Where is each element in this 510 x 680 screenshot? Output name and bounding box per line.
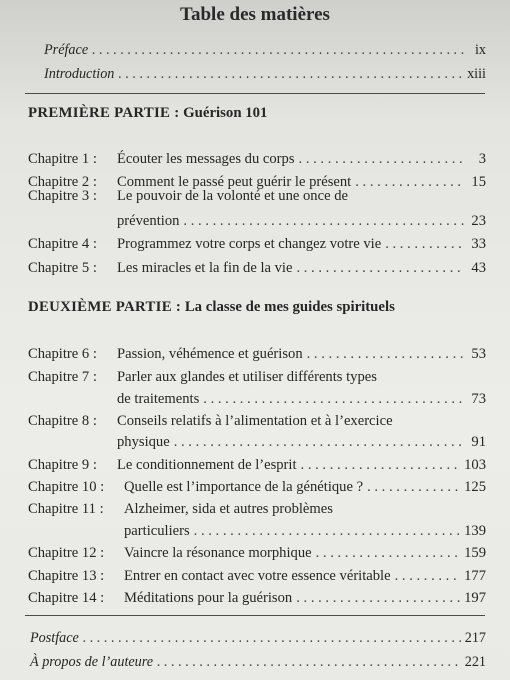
chapter-number: Chapitre 14 : <box>28 590 105 606</box>
part-name: DEUXIÈME PARTIE : <box>28 299 182 315</box>
toc-entry-chapter-12 <box>28 543 486 563</box>
leader-dots <box>183 211 464 231</box>
chapter-number: Chapitre 2 : <box>28 174 97 190</box>
toc-entry-chapter-7-cont <box>117 389 486 409</box>
part-title: La classe de mes guides spirituels <box>184 299 395 315</box>
page-title: Table des matières <box>180 4 330 25</box>
page-number: 33 <box>471 236 486 252</box>
toc-entry-introduction <box>44 64 486 84</box>
chapter-title: Comment le passé peut guérir le présent <box>117 174 352 190</box>
part-name: PREMIÈRE PARTIE : <box>28 105 180 121</box>
toc-entry-chapter-13 <box>28 566 486 586</box>
chapter-number: Chapitre 10 : <box>28 479 105 495</box>
toc-entry-chapter-11 <box>28 499 486 519</box>
page-number: 53 <box>471 346 486 362</box>
leader-dots <box>296 588 460 608</box>
chapter-number: Chapitre 9 : <box>28 457 97 473</box>
chapter-number: Chapitre 7 : <box>28 369 97 385</box>
chapter-number: Chapitre 5 : <box>28 260 97 276</box>
leader-dots <box>118 64 463 84</box>
page-number: xiii <box>467 66 486 82</box>
chapter-title: Écouter les messages du corps <box>117 151 295 167</box>
chapter-number: Chapitre 1 : <box>28 151 97 167</box>
page-number: 23 <box>471 213 486 229</box>
leader-dots <box>92 40 464 60</box>
leader-dots <box>157 652 461 672</box>
toc-entry-postface <box>30 628 486 648</box>
leader-dots <box>316 543 461 563</box>
chapter-number: Chapitre 13 : <box>28 568 105 584</box>
page-number: 217 <box>464 630 486 646</box>
page-number: 159 <box>464 545 486 561</box>
toc-entry-chapter-3-cont <box>117 211 486 231</box>
toc-entry-chapter-1 <box>28 149 486 169</box>
toc-entry-chapter-3 <box>28 186 486 206</box>
toc-entry-chapter-4 <box>28 234 486 254</box>
chapter-title-line-2: prévention <box>117 213 180 229</box>
chapter-number: Chapitre 3 : <box>28 188 97 204</box>
entry-label: Préface <box>44 42 89 58</box>
page-number: 43 <box>471 260 486 276</box>
part-title: Guérison 101 <box>183 105 268 121</box>
chapter-title: Entrer en contact avec votre essence véritable <box>124 568 391 584</box>
page-number: 177 <box>464 568 486 584</box>
entry-label: Introduction <box>44 66 115 82</box>
toc-entry-chapter-14 <box>28 588 486 608</box>
entry-label: À propos de l’auteure <box>30 654 154 670</box>
chapter-title-line-2: de traitements <box>117 391 200 407</box>
page-number: 125 <box>464 479 486 495</box>
chapter-title: Méditations pour la guérison <box>124 590 293 606</box>
chapter-number: Chapitre 6 : <box>28 346 97 362</box>
chapter-number: Chapitre 12 : <box>28 545 105 561</box>
toc-entry-chapter-11-cont <box>124 521 486 541</box>
toc-entry-chapter-10 <box>28 477 486 497</box>
page-number: 3 <box>478 151 486 167</box>
part-heading-1 <box>28 105 486 122</box>
chapter-number: Chapitre 11 : <box>28 501 104 517</box>
toc-entry-chapter-9 <box>28 455 486 475</box>
chapter-title: Le conditionnement de l’esprit <box>117 457 297 473</box>
chapter-title: Passion, véhémence et guérison <box>117 346 303 362</box>
toc-entry-chapter-5 <box>28 258 486 278</box>
page-number: 73 <box>471 391 486 407</box>
chapter-number: Chapitre 4 : <box>28 236 97 252</box>
page-number: 15 <box>471 174 486 190</box>
leader-dots <box>296 258 464 278</box>
chapter-title: Quelle est l’importance de la génétique ? <box>124 479 364 495</box>
leader-dots <box>174 432 464 452</box>
divider <box>25 615 485 616</box>
leader-dots <box>83 628 461 648</box>
divider <box>25 93 485 94</box>
toc-entry-about-author <box>30 652 486 672</box>
chapter-title-line-1: Conseils relatifs à l’alimentation et à l’exercice <box>117 413 393 429</box>
chapter-title: Les miracles et la fin de la vie <box>117 260 293 276</box>
chapter-title-line-1: Le pouvoir de la volonté et une once de <box>117 188 348 204</box>
chapter-title-line-1: Alzheimer, sida et autres problèmes <box>124 501 333 517</box>
leader-dots <box>301 455 461 475</box>
leader-dots <box>367 477 460 497</box>
chapter-title: Programmez votre corps et changez votre vie <box>117 236 382 252</box>
leader-dots <box>385 234 464 254</box>
leader-dots <box>203 389 464 409</box>
part-heading-2 <box>28 299 486 316</box>
chapter-title-line-2: physique <box>117 434 170 450</box>
leader-dots <box>299 149 464 169</box>
chapter-title: Vaincre la résonance morphique <box>124 545 312 561</box>
page-number: 91 <box>471 434 486 450</box>
page-number: ix <box>474 42 486 58</box>
toc-entry-chapter-7 <box>28 367 486 387</box>
page-number: 197 <box>464 590 486 606</box>
toc-entry-chapter-6 <box>28 344 486 364</box>
page-number: 103 <box>464 457 486 473</box>
leader-dots <box>307 344 464 364</box>
entry-label: Postface <box>30 630 79 646</box>
toc-entry-preface <box>44 40 486 60</box>
page-number: 139 <box>464 523 486 539</box>
chapter-title-line-1: Parler aux glandes et utiliser différents types <box>117 369 377 385</box>
leader-dots <box>194 521 460 541</box>
chapter-number: Chapitre 8 : <box>28 413 97 429</box>
page-number: 221 <box>464 654 486 670</box>
toc-entry-chapter-8-cont <box>117 432 486 452</box>
toc-entry-chapter-8 <box>28 411 486 431</box>
chapter-title-line-2: particuliers <box>124 523 190 539</box>
leader-dots <box>395 566 461 586</box>
